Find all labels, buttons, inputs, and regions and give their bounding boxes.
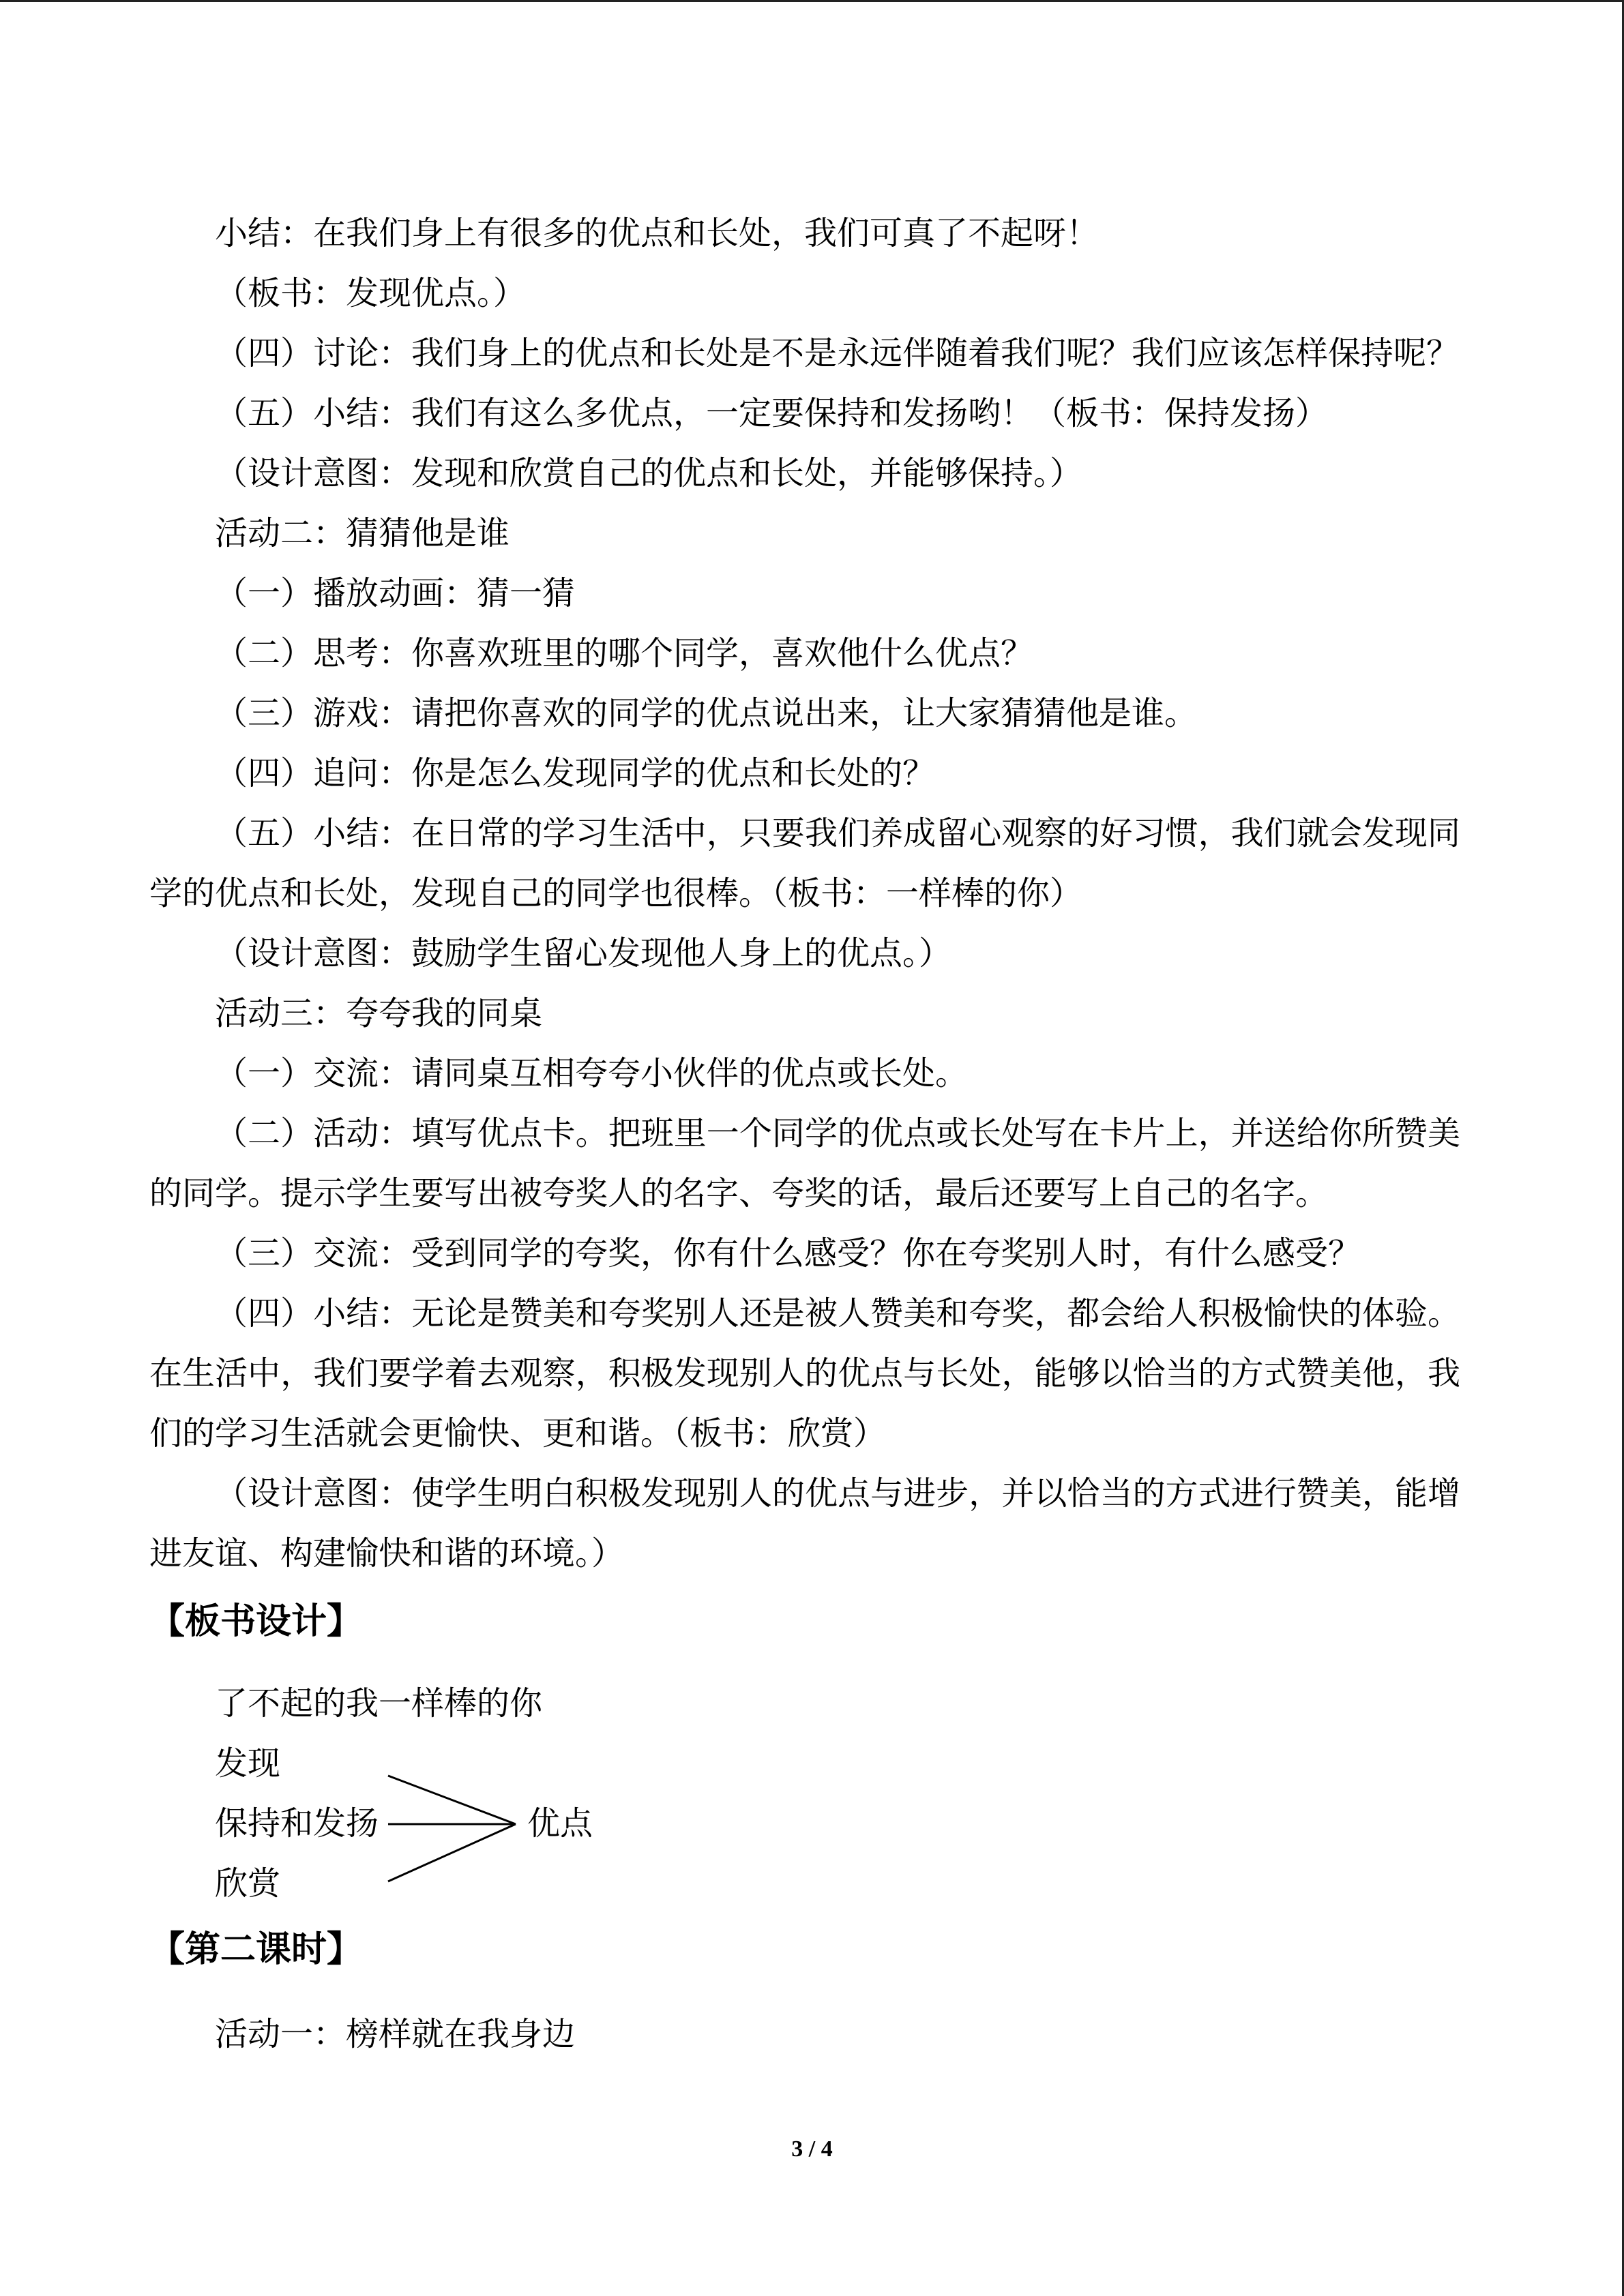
board-item-appreciate: 欣赏 (215, 1866, 281, 1902)
summary-step: （五）小结：我们有这么多优点，一定要保持和发扬哟！（板书：保持发扬） (215, 396, 1329, 432)
activity-two-step-4: （四）追问：你是怎么发现同学的优点和长处的？ (215, 756, 936, 792)
board-target-label: 优点 (527, 1806, 593, 1842)
connector-line-upper (388, 1776, 516, 1824)
second-lesson-heading: 【第二课时】 (149, 1930, 363, 1969)
second-lesson-activity-one: 活动一：榜样就在我身边 (215, 2016, 576, 2053)
summary-paragraph: 小结：在我们身上有很多的优点和长处，我们可真了不起呀！ (215, 215, 1099, 252)
design-intent-note: （设计意图：使学生明白积极发现别人的优点与进步，并以恰当的方式进行赞美，能增进友谊、构建愉快和谐的环境。） (149, 1476, 1460, 1572)
board-title-line: 了不起的我一样棒的你 (215, 1686, 543, 1722)
activity-two-step-3: （三）游戏：请把你喜欢的同学的优点说出来，让大家猜猜他是谁。 (215, 696, 1198, 732)
activity-two-step-1: （一）播放动画：猜一猜 (215, 576, 576, 612)
activity-three-step-4: （四）小结：无论是赞美和夸奖别人还是被人赞美和夸奖，都会给人积极愉快的体验。在生活中，我们要学着去观察，积极发现别人的优点与长处，能够以恰当的方式赞美他，我们的学习生活就会更愉快、更和谐。（板书：欣赏） (149, 1296, 1460, 1452)
design-intent-note: （设计意图：发现和欣赏自己的优点和长处，并能够保持。） (215, 456, 1083, 492)
discussion-step: （四）讨论：我们身上的优点和长处是不是永远伴随着我们呢？我们应该怎样保持呢？ (215, 336, 1460, 372)
activity-three-step-2: （二）活动：填写优点卡。把班里一个同学的优点或长处写在卡片上，并送给你所赞美的同学。提示学生要写出被夸奖人的名字、夸奖的话，最后还要写上自己的名字。 (149, 1116, 1460, 1212)
board-connector-lines (149, 1674, 1459, 1914)
page-top-border (0, 0, 1624, 2)
activity-three-step-1: （一）交流：请同桌互相夸夸小伙伴的优点或长处。 (215, 1056, 969, 1092)
design-intent-note: （设计意图：鼓励学生留心发现他人身上的优点。） (215, 936, 952, 972)
activity-three-title: 活动三：夸夸我的同桌 (215, 996, 543, 1032)
lesson-body (149, 204, 1460, 2065)
activity-two-title: 活动二：猜猜他是谁 (215, 516, 510, 552)
activity-two-step-2: （二）思考：你喜欢班里的哪个同学，喜欢他什么优点？ (215, 636, 1034, 672)
activity-three-step-3: （三）交流：受到同学的夸奖，你有什么感受？你在夸奖别人时，有什么感受？ (215, 1236, 1361, 1272)
board-note: （板书：发现优点。） (215, 275, 527, 312)
board-item-discover: 发现 (215, 1746, 281, 1782)
board-item-keep: 保持和发扬 (215, 1806, 379, 1842)
page-number: 3 / 4 (791, 2136, 833, 2162)
connector-line-lower (388, 1824, 516, 1881)
activity-two-step-5: （五）小结：在日常的学习生活中，只要我们养成留心观察的好习惯，我们就会发现同学的优点和长处，发现自己的同学也很棒。（板书：一样棒的你） (149, 816, 1460, 912)
board-design-diagram (149, 1674, 1460, 1914)
board-design-heading: 【板书设计】 (149, 1602, 363, 1641)
